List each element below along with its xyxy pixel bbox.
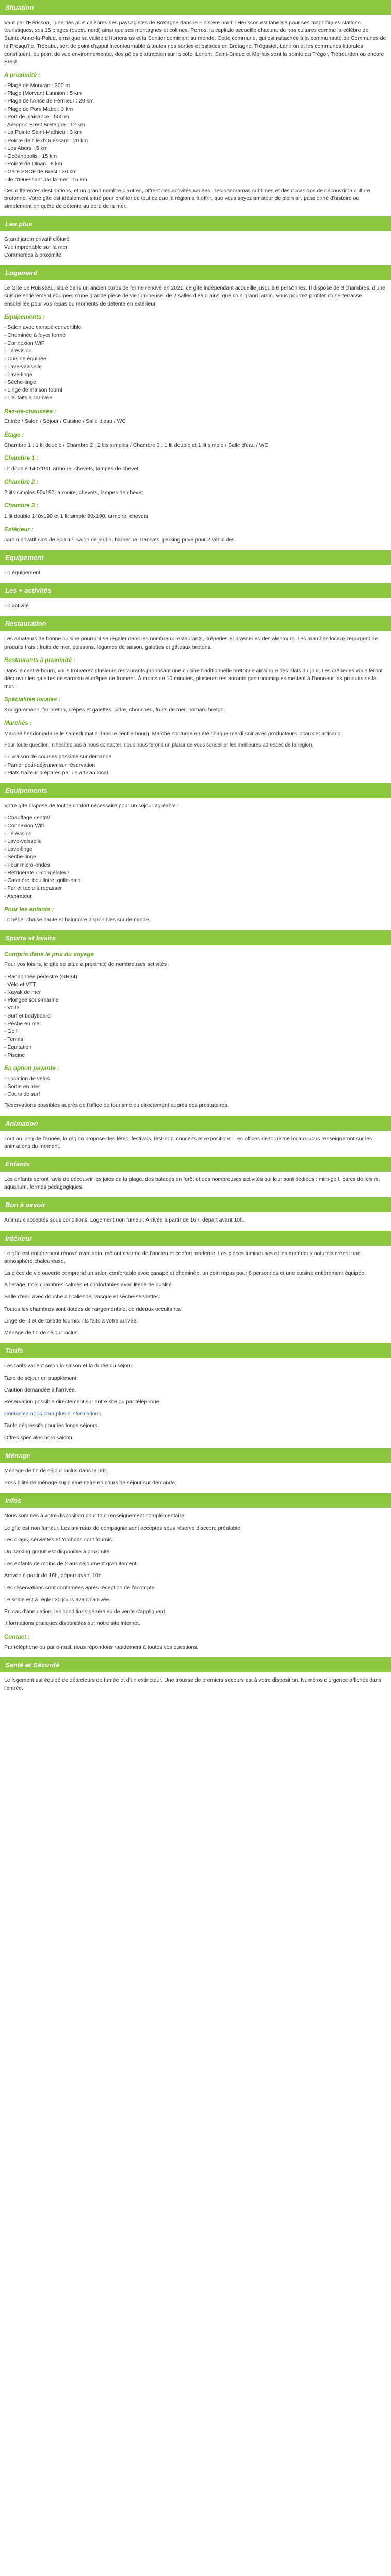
sports-body (0, 951, 391, 1110)
chambre3-title: Chambre 3 : (4, 503, 39, 510)
sports-line: - Tennis (4, 1036, 23, 1043)
access-line: - Pointe de l'Île d'Ouessant : 20 km (4, 137, 88, 144)
section-heading-restauration: Restauration (0, 616, 391, 631)
access-line: - Ile d'Ouessant par la mer : 15 km (4, 176, 87, 183)
interieur-p: Linge de lit et de toilette fournis, lits faits à votre arrivée. (4, 1317, 138, 1324)
infos-contact-title: Contact : (4, 1634, 30, 1640)
logement-body (0, 284, 391, 544)
tarifs-p: Réservation possible directement sur notre site ou par téléphone. (4, 1399, 161, 1405)
equipements-baby: Lit bébé, chaise haute et baignoire disponibles sur demande. (4, 917, 151, 923)
restauration-sub1-title: Restaurants à proximité : (4, 657, 76, 664)
section-heading-sante: Santé et Sécurité (0, 1657, 391, 1672)
interieur-p: Le gîte est entièrement rénové avec soin, mêlant charme de l'ancien et confort moderne. Les pièces lumineuses et les matériaux naturels créent une atmosphère chaleureuse. (4, 1250, 361, 1264)
logement-equip-line: - Sèche-linge (4, 379, 36, 385)
access-list (4, 82, 387, 184)
access-line: - Port de plaisance : 500 m (4, 113, 69, 120)
logement-equip-title: Equipements : (4, 314, 45, 320)
equipements-line: - Cafetière, bouilloire, grille-pain (4, 877, 81, 884)
niveau1-text: Entrée / Salon / Séjour / Cuisine / Salle d'eau / WC (4, 418, 126, 425)
logement-intro: Le Gîte Le Ruisseau, situé dans un ancien corps de ferme rénové en 2021, ce gîte indépendant accueille jusqu'à 6 personnes. Il dispose de 3 chambres, d'une cuisine entièrement équipée, d'une grande pièce de vie lumineuse, de 2 salles d'eau, ainsi que d'un grand jardin. Vous pourrez profiter d'une terrasse ensoleillée pour vos repas ou moments de détente en extérieur. (4, 285, 385, 307)
section-heading-equipement: Equipement (0, 550, 391, 565)
interieur-p: La pièce de vie ouverte comprend un salon confortable avec canapé et cheminée, un coin repas pour 6 personnes et une cuisine entièrement équipée. (4, 1270, 366, 1277)
access-line: - La Pointe Saint-Mathieu : 3 km (4, 129, 82, 136)
chambre1-title: Chambre 1 : (4, 455, 39, 462)
sports-intro-title: Compris dans le prix du voyage (4, 951, 94, 958)
activites-line: - 0 activité (4, 603, 29, 609)
equipements-line: - Aspirateur (4, 893, 32, 900)
equipements-line: - Télévision (4, 830, 32, 837)
logement-equip-line: - Salon avec canapé convertible (4, 324, 82, 331)
equipements-line: - Connexion Wifi (4, 822, 44, 829)
restauration-note-line: - Plats traiteur préparés par un artisan local (4, 769, 108, 776)
sports-line: - Golf (4, 1028, 18, 1035)
access-line: - Aéroport Brest Bretagne : 12 km (4, 122, 85, 128)
access-line: - Océanopolis : 15 km (4, 152, 57, 159)
logement-equip-line: - Lave-linge (4, 371, 32, 378)
activites-body (0, 602, 391, 610)
sports-line: - Piscine (4, 1052, 25, 1058)
sports-line: - Vélo et VTT (4, 981, 36, 988)
plus-line: Vue imprenable sur la mer (4, 244, 68, 250)
restauration-note: Pour toute question, n'hésitez pas à nous contacter, nous nous ferons un plaisir de vous conseiller les meilleures adresses de la région. (4, 742, 314, 748)
tarifs-p: Les tarifs varient selon la saison et la durée du séjour. (4, 1363, 134, 1369)
equipements-line: - Réfrigérateur-congélateur (4, 869, 70, 876)
access-line: - Les Abers : 5 km (4, 145, 48, 151)
interieur-p: Ménage de fin de séjour inclus. (4, 1330, 79, 1336)
niveau2-title: Étage : (4, 432, 24, 438)
section-heading-menage: Ménage (0, 1448, 391, 1463)
equipements-line: - Lave-vaisselle (4, 838, 42, 845)
section-heading-plus: Les plus (0, 216, 391, 231)
access-line: - Gare SNCF de Brest : 30 km (4, 168, 77, 175)
chambre2-text: 2 lits simples 90x190, armoire, chevets, lampes de chevet (4, 489, 143, 496)
restauration-note-line: - Livraison de courses possible sur demande (4, 754, 112, 760)
restauration-sub1: Dans le centre-bourg, vous trouverez plusieurs restaurants proposant une cuisine traditionnelle bretonne ainsi que des plats du jour. Les crêperies vous feront découvrir les galettes de sarrasin et crêpes de froment. À moins de 10 minutes, plusieurs restaurants gastronomiques mettent à l'honneur les produits de la mer. (4, 667, 383, 689)
logement-equip-line: - Lave-vaisselle (4, 363, 42, 370)
chambre3-text: 1 lit double 140x190 et 1 lit simple 90x190, armoire, chevets (4, 513, 148, 519)
menage-p: Ménage de fin de séjour inclus dans le prix. (4, 1467, 108, 1474)
section-heading-sports: Sports et loisirs (0, 930, 391, 945)
enfants-text: Les enfants seront ravis de découvrir les joies de la plage, des balades en forêt et des nombreuses activités qui leur sont dédiées : mini-golf, parcs de loisirs, aquarium, fermes pédagogiques. (4, 1176, 380, 1191)
interieur-p: Salle d'eau avec douche à l'italienne, vasque et sèche-serviettes. (4, 1294, 160, 1300)
logement-equip-line: - Cheminée à foyer fermé (4, 332, 66, 338)
menage-p: Possibilité de ménage supplémentaire en cours de séjour sur demande. (4, 1480, 176, 1486)
infos-p: Le gîte est non fumeur. Les animaux de compagnie sont acceptés sous réserve d'accord préalable. (4, 1524, 242, 1531)
infos-p: Informations pratiques disponibles sur notre site internet. (4, 1620, 140, 1627)
restauration-sub2: Kouign-amann, far breton, crêpes et galettes, cidre, chouchen, fruits de mer, homard breton. (4, 706, 225, 713)
restauration-body (0, 635, 391, 777)
niveau1-title: Rez-de-chaussée : (4, 408, 56, 415)
sports-line: - Kayak de mer (4, 989, 41, 995)
access-title: A proximité : (4, 72, 40, 79)
infos-p: Un parking gratuit est disponible à proximité. (4, 1548, 111, 1555)
animation-text: Tout au long de l'année, la région propose des fêtes, festivals, fest-noz, concerts et expositions. Les offices de tourisme locaux vous renseigneront sur les animations du moment. (4, 1135, 372, 1149)
exterieur-text: Jardin privatif clos de 500 m², salon de jardin, barbecue, transats, parking privé pour 2 véhicules (4, 536, 235, 543)
infos-p: Le solde est à régler 30 jours avant l'arrivée. (4, 1596, 111, 1603)
infos-p: En cas d'annulation, les conditions générales de vente s'appliquent. (4, 1608, 167, 1615)
access-line: - Pointe de Dinan : 8 km (4, 161, 62, 167)
sports-option-line: - Cours de surf (4, 1091, 40, 1098)
sports-line: - Équitation (4, 1044, 32, 1050)
sports-line: - Surf et bodyboard (4, 1012, 51, 1019)
section-heading-infos: Infos (0, 1493, 391, 1508)
section-heading-activites: Les + activités (0, 583, 391, 598)
equipements-line: - Sèche-linge (4, 854, 36, 860)
section-heading-logement: Logement (0, 265, 391, 280)
infos-p: Arrivée à partir de 16h, départ avant 10h. (4, 1572, 103, 1579)
sante-text: Le logement est équipé de détecteurs de fumée et d'un extincteur. Une trousse de premiers secours est à votre disposition. Numéros d'urgence affichés dans l'entrée. (4, 1677, 382, 1691)
section-heading-tarifs: Tarifs (0, 1343, 391, 1358)
restauration-intro: Les amateurs de bonne cuisine pourront se régaler dans les nombreux restaurants, crêperies et brasseries des alentours. Les marchés locaux regorgent de produits frais : fruits de mer, poissons, légumes de saison, galettes et gâteaux bretons. (4, 636, 378, 650)
interieur-p: À l'étage, trois chambres calmes et confortables avec literie de qualité. (4, 1282, 173, 1289)
sante-body (0, 1676, 391, 1692)
logement-equip-line: - Télévision (4, 348, 32, 354)
bon-a-savoir-body (0, 1216, 391, 1224)
sports-line: - Pêche en mer (4, 1020, 41, 1027)
equipements-body (0, 802, 391, 924)
sports-notes: Réservations possibles auprès de l'office de tourisme ou directement auprès des prestataires. (4, 1102, 229, 1109)
sports-option-line: - Sortie en mer (4, 1083, 40, 1090)
access-line: - Plage (Morvan) Lannion : 5 km (4, 90, 82, 97)
equipements-baby-title: Pour les enfants : (4, 906, 54, 913)
infos-p: Les enfants de moins de 2 ans séjournent gratuitement. (4, 1561, 138, 1567)
equipements-line: - Chauffage central (4, 815, 51, 821)
sports-line: - Voile (4, 1005, 20, 1011)
enfants-body (0, 1176, 391, 1191)
tarifs-p: Offres spéciales hors saison. (4, 1434, 74, 1441)
section-heading-bon-a-savoir: Bon à savoir (0, 1197, 391, 1212)
equipements-line: - Lave-linge (4, 846, 32, 853)
sports-option-line: - Location de vélos (4, 1075, 50, 1082)
logement-equip-line: - Lits faits à l'arrivée (4, 395, 53, 401)
equipement-body (0, 569, 391, 577)
plus-line: Commerces à proximité (4, 251, 61, 258)
animation-body (0, 1135, 391, 1150)
infos-body (0, 1512, 391, 1651)
section-heading-situation: Situation (0, 0, 391, 15)
infos-p: Les réservations sont confirmées après réception de l'acompte. (4, 1584, 156, 1591)
bon-a-savoir-text: Animaux acceptés sous conditions. Logement non fumeur. Arrivée à partir de 16h, départ avant 10h. (4, 1217, 245, 1224)
tarifs-p: Taxe de séjour en supplément. (4, 1375, 78, 1381)
chambre1-text: Lit double 140x190, armoire, chevets, lampes de chevet (4, 466, 139, 472)
access-line: - Plage de Morvran : 300 m (4, 82, 70, 89)
section-heading-enfants: Enfants (0, 1157, 391, 1172)
situation-footer: Ces différentes destinations, et un grand nombre d'autres, offrent des activités variées, des panoramas sublimes et des occasions de découvrir la culture bretonne. Votre gîte est idéalement situé pour profiter de tout ce que la région a à offrir, que vous soyez amateur de plein air, passionné d'histoire ou simplement en quête de détente au bord de la mer. (4, 187, 370, 210)
equipements-line: - Four micro-ondes (4, 861, 50, 868)
tarifs-p: Tarifs dégressifs pour les longs séjours. (4, 1422, 99, 1429)
infos-contact: Par téléphone ou par e-mail, nous répondons rapidement à toutes vos questions. (4, 1644, 199, 1651)
sports-options-title: En option payante : (4, 1065, 59, 1072)
logement-equip-line: - Linge de maison fourni (4, 387, 62, 394)
restauration-sub3: Marché hebdomadaire le samedi matin dans le centre-bourg. Marché nocturne en été chaque mardi soir avec producteurs locaux et artisans. (4, 730, 342, 737)
plus-body (0, 235, 391, 259)
situation-body (0, 19, 391, 210)
access-line: - Plage de l'Anse de Fermeur : 20 km (4, 98, 94, 105)
infos-p: Nous sommes à votre disposition pour tout renseignement complémentaire. (4, 1513, 186, 1519)
interieur-p: Toutes les chambres sont dotées de rangements et de rideaux occultants. (4, 1306, 182, 1312)
sports-intro: Pour vos loisirs, le gîte se situe à proximité de nombreuses activités : (4, 961, 170, 968)
contact-link[interactable]: Contactez-nous pour plus d'informations (4, 1411, 101, 1417)
plus-line: Grand jardin privatif clôturé (4, 236, 70, 243)
menage-body (0, 1467, 391, 1487)
equipements-line: - Fer et table à repasser (4, 885, 62, 892)
exterieur-title: Extérieur : (4, 527, 34, 533)
sports-line: - Plongée sous-marine (4, 997, 59, 1004)
tarifs-body (0, 1362, 391, 1442)
chambre2-title: Chambre 2 : (4, 479, 39, 486)
interieur-body (0, 1250, 391, 1337)
section-heading-animation: Animation (0, 1116, 391, 1131)
situation-intro: Vaut par l'Hérisson, l'une des plus célèbres des paysagistes de Bretagne dans le Finistère nord. l'Hérisson est labelisé pour ses magnifiques stations touristiques, ses 15 plages (ouest, nord) ainsi que ses montagnes et collines. Perros, la capitale accueille chacune de nos cultures comme la célèbre de Sainte-Anne-la-Palud, ainsi que sa vallée d'Hortensias et la Sentier dominant au monde. Cette commune, qui est rattachée à la communauté de Communes de la Presqu'île, Trébabu, sert de point d'appui incontournable à toutes nos sorties et balades en Bretagne. Trégastel, Lannion et les communes littorales constituent, du point de vue environnemental, des pôles d'attraction sur la côte. Lorient, Saint-Brieuc et Morlaix sont la pointe du Trégor, Trébeurden ou encore Brest. (4, 20, 386, 65)
restauration-sub2-title: Spécialités locales : (4, 697, 61, 703)
access-line: - Plage de Pors Mabo : 3 km (4, 106, 73, 112)
sports-line: - Randonnée pédestre (GR34) (4, 973, 77, 980)
tarifs-p: Caution demandée à l'arrivée. (4, 1386, 76, 1393)
restauration-sub3-title: Marchés : (4, 720, 32, 727)
section-heading-equipements: Equipements (0, 783, 391, 798)
logement-equip-line: - Connexion WiFi (4, 340, 46, 346)
niveau2-text: Chambre 1 : 1 lit double / Chambre 2 : 2 lits simples / Chambre 3 : 1 lit double et 1 lit simple / Salle d'eau / WC (4, 442, 269, 449)
infos-p: Les draps, serviettes et torchons sont fournis. (4, 1536, 113, 1543)
restauration-note-line: - Panier petit-déjeuner sur réservation (4, 761, 95, 768)
logement-equip-line: - Cuisine équipée (4, 355, 46, 362)
equipement-line: - 0 équipement (4, 570, 41, 576)
section-heading-interieur: Intérieur (0, 1231, 391, 1246)
equipements-intro: Votre gîte dispose de tout le confort nécessaire pour un séjour agréable : (4, 803, 179, 809)
